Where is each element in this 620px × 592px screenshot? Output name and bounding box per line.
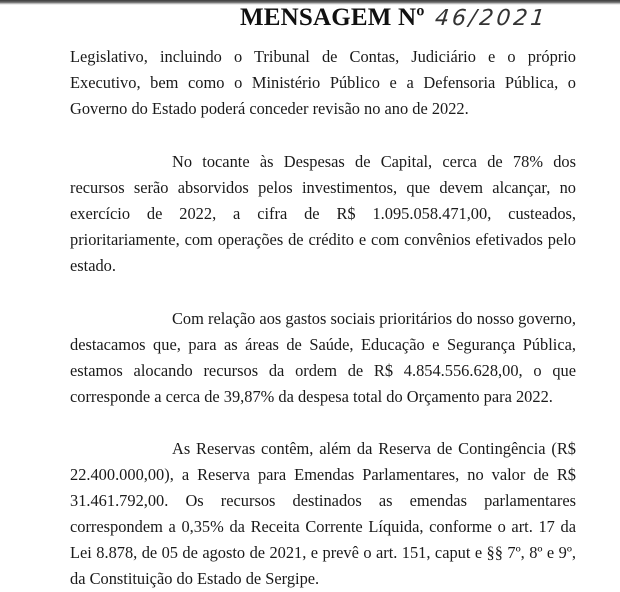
paragraph-social-spending: Com relação aos gastos sociais prioritários do nosso governo, destacamos que, para as áreas de Saúde, Educação e Segurança Pública, estamos alocando recursos da ordem de R$ 4.854.556.628,00, o que corresponde a cerca de 39,87% da despesa total do Orçamento para 2022. [70, 309, 576, 406]
document-body [70, 44, 576, 592]
paragraph-legislative-revision: Legislativo, incluindo o Tribunal de Contas, Judiciário e o próprio Executivo, bem como o Ministério Público e a Defensoria Pública, o Governo do Estado poderá conceder revisão no ano de 2022. [70, 47, 576, 118]
paragraph-reserves: As Reservas contêm, além da Reserva de Contingência (R$ 22.400.000,00), a Reserva para Emendas Parlamentares, no valor de R$ 31.461.792,00. Os recursos destinados as emendas parlamentares correspondem a 0,35% da Receita Corrente Líquida, conforme o art. 17 da Lei 8.878, de 05 de agosto de 2021, e prevê o art. 151, caput e §§ 7º, 8º e 9º, da Constituição do Estado de Sergipe. [70, 439, 576, 588]
handwritten-message-number: 46/2021 [433, 6, 549, 31]
title-label: MENSAGEM Nº [240, 4, 425, 31]
document-title [240, 4, 547, 32]
paragraph-capital-expenses: No tocante às Despesas de Capital, cerca de 78% dos recursos serão absorvidos pelos investimentos, que devem alcançar, no exercício de 2022, a cifra de R$ 1.095.058.471,00, custeados, prioritariamente, com operações de crédito e com convênios efetivados pelo estado. [70, 152, 576, 275]
